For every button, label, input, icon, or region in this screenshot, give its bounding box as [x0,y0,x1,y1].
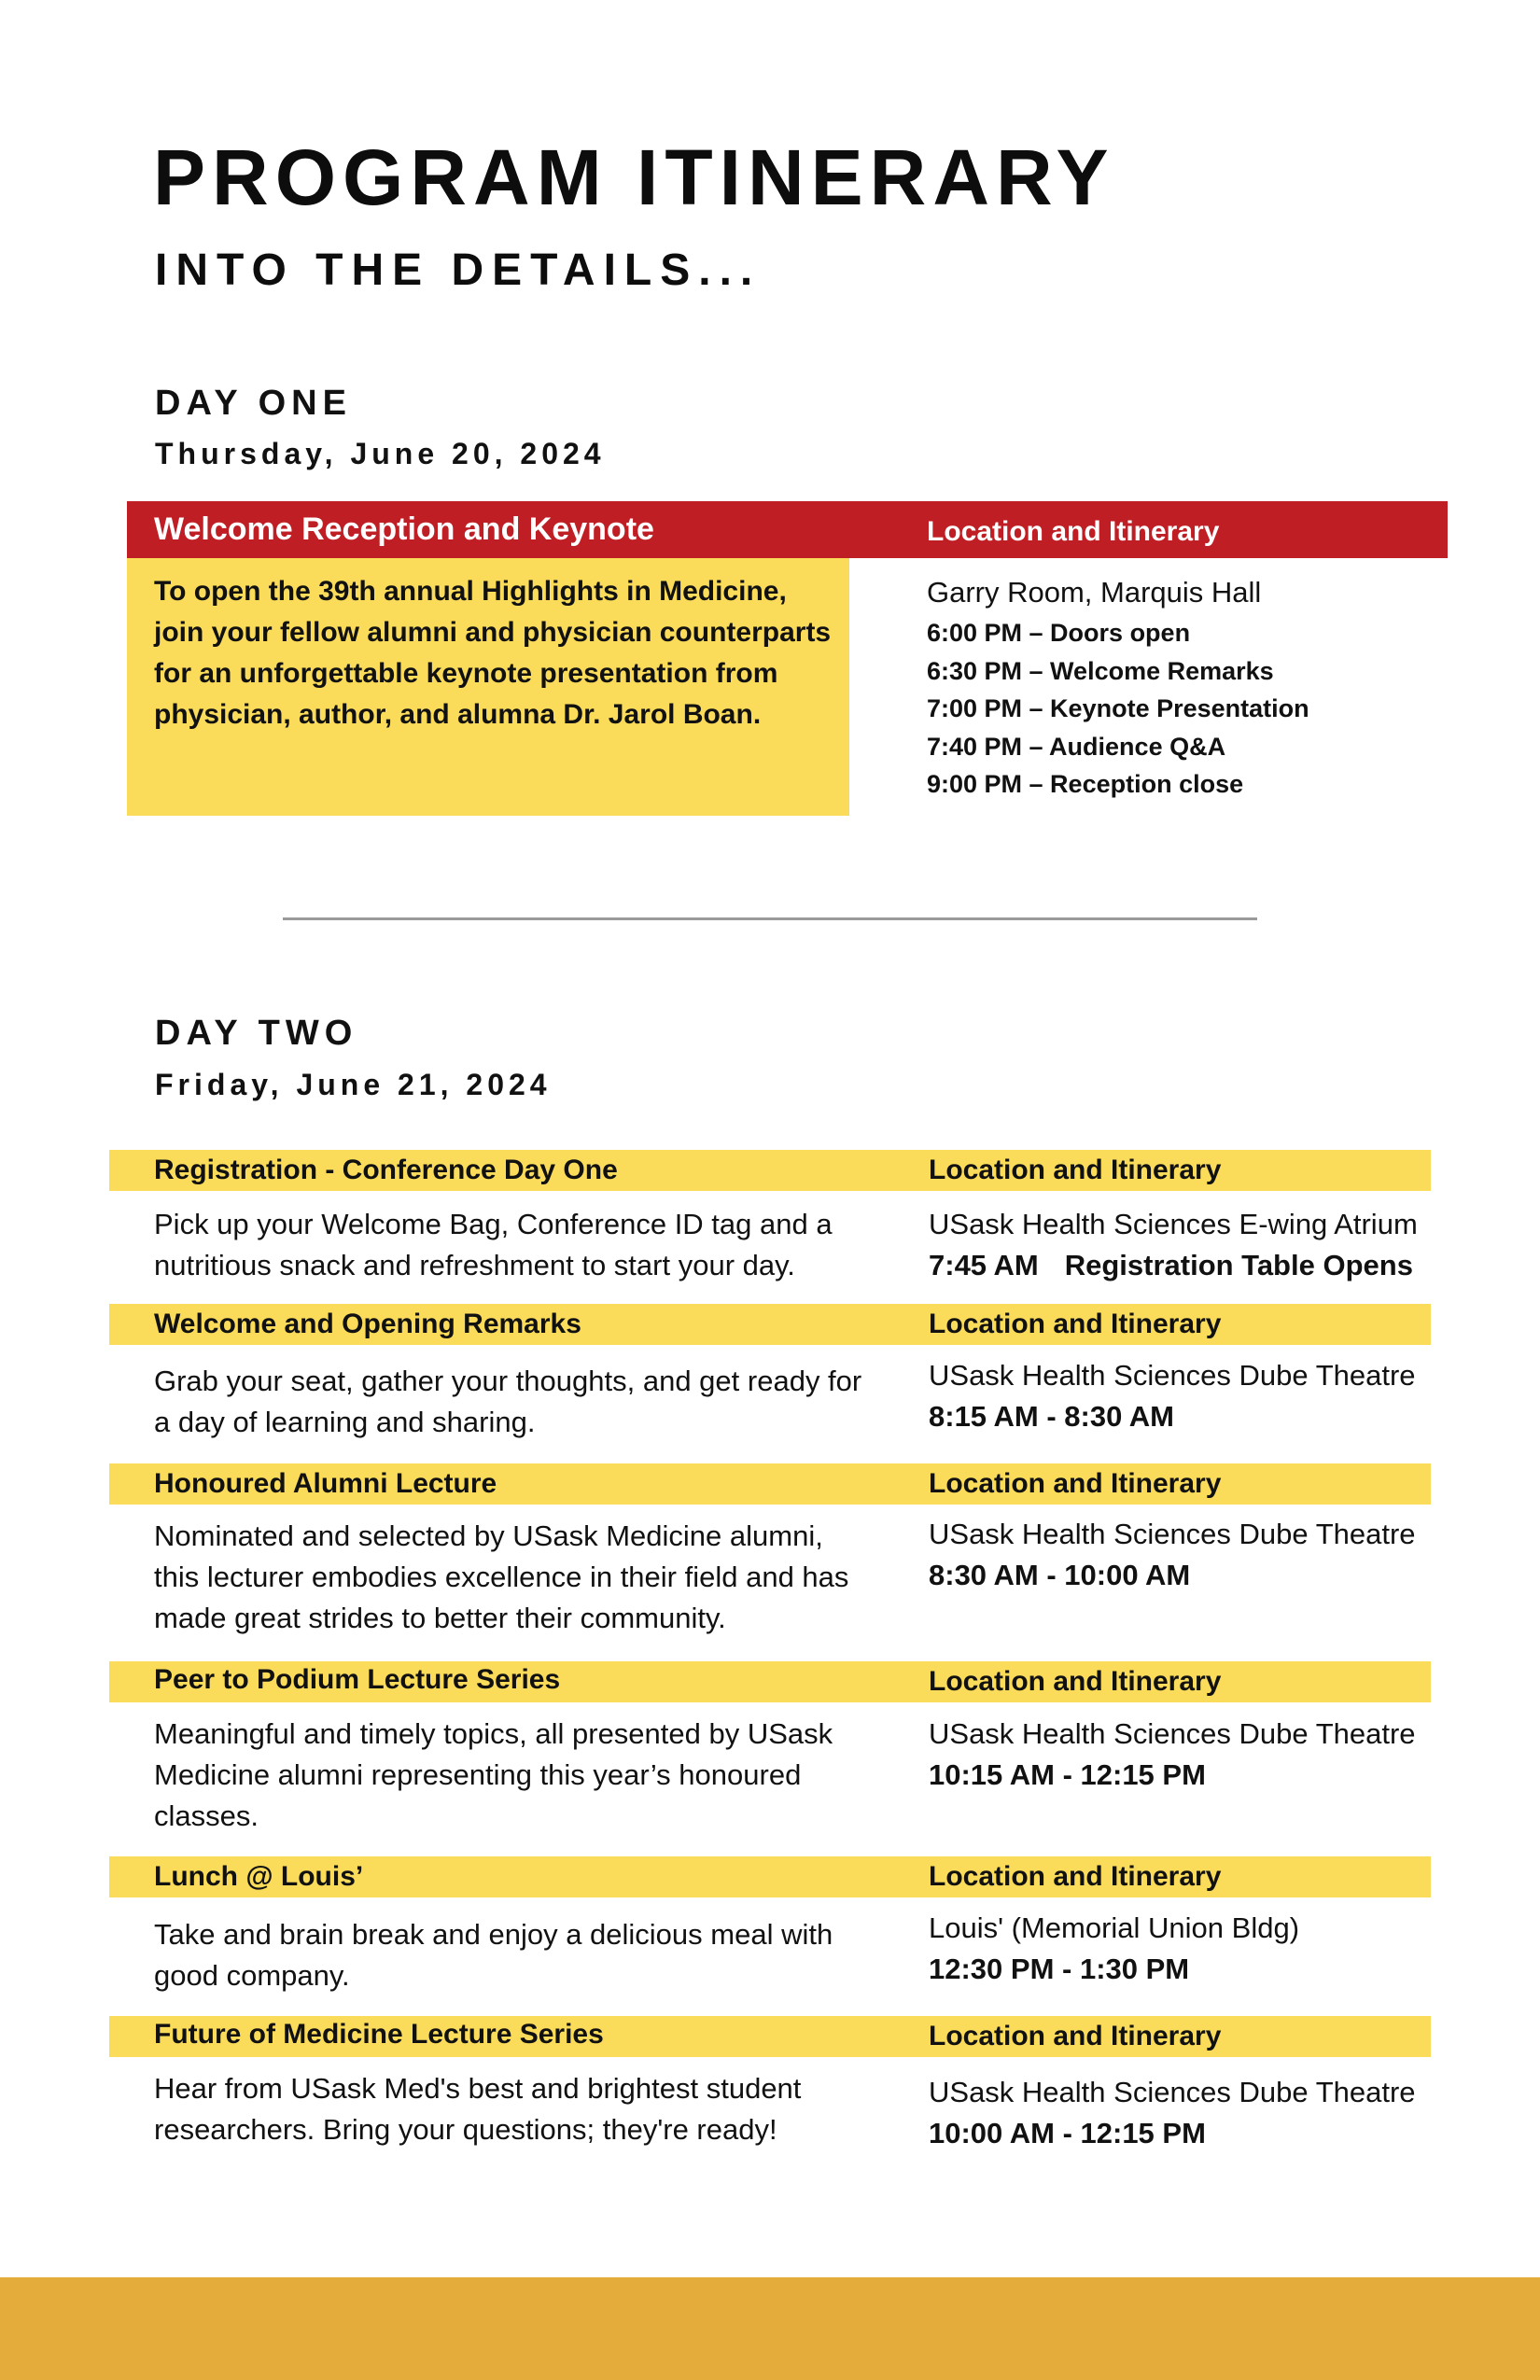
page-subtitle: INTO THE DETAILS... [155,245,762,295]
session-title: Future of Medicine Lecture Series [154,2019,604,2050]
session-description: Take and brain break and enjoy a delicious meal with good company. [154,1918,833,1992]
session-description: Nominated and selected by USask Medicine alumni, this lecturer embodies excellence in their field and has made great strides to better their community. [154,1519,849,1634]
session-title: Welcome and Opening Remarks [154,1309,581,1339]
session-description: Grab your seat, gather your thoughts, and get ready for a day of learning and sharing. [154,1365,862,1438]
session-location-heading: Location and Itinerary [929,2021,1222,2051]
schedule-item: 7:00 PM – Keynote Presentation [927,694,1309,722]
session-description: Pick up your Welcome Bag, Conference ID tag and a nutritious snack and refreshment to start your day. [154,1208,833,1281]
day-two-label: DAY TWO [155,1014,358,1053]
session-time: 8:30 AM - 10:00 AM [929,1559,1191,1591]
session-place: Louis' (Memorial Union Bldg) [929,1911,1300,1944]
footer-band [0,2277,1540,2380]
session-time-value: 7:45 AM [929,1249,1039,1281]
day-one-location: Garry Room, Marquis Hall [927,576,1262,609]
session-place: USask Health Sciences Dube Theatre [929,2076,1416,2108]
session-place: USask Health Sciences E-wing Atrium [929,1208,1418,1240]
session-title: Registration - Conference Day One [154,1155,618,1185]
day-two-date: Friday, June 21, 2024 [155,1068,552,1101]
schedule-item: 9:00 PM – Reception close [927,770,1244,798]
session-time: 10:00 AM - 12:15 PM [929,2117,1206,2149]
session-location-heading: Location and Itinerary [929,1468,1222,1499]
page-title: PROGRAM ITINERARY [153,133,1115,221]
day-one-date: Thursday, June 20, 2024 [155,437,606,470]
day-one-event-title: Welcome Reception and Keynote [154,511,654,547]
session-location-heading: Location and Itinerary [929,1666,1222,1697]
session-location-heading: Location and Itinerary [929,1309,1222,1339]
session-time-note: Registration Table Opens [1064,1249,1413,1281]
day-one-description: To open the 39th annual Highlights in Medicine, join your fellow alumni and physician counterparts for an unforgettable keynote presentation from physician, author, and alumna Dr. Jarol Boan. [154,576,832,730]
session-title: Honoured Alumni Lecture [154,1468,497,1499]
session-title: Peer to Podium Lecture Series [154,1664,561,1695]
schedule-item: 6:30 PM – Welcome Remarks [927,656,1274,685]
day-one-label: DAY ONE [155,384,352,423]
session-place: USask Health Sciences Dube Theatre [929,1717,1416,1750]
session-location-heading: Location and Itinerary [929,1861,1222,1892]
schedule-item: 7:40 PM – Audience Q&A [927,732,1226,761]
section-divider [283,917,1257,920]
session-title: Lunch @ Louis’ [154,1861,364,1892]
session-description: Hear from USask Med's best and brightest student researchers. Bring your questions; they're ready! [154,2072,802,2146]
session-place: USask Health Sciences Dube Theatre [929,1518,1416,1550]
session-time [929,1245,1413,1286]
day-one-location-heading: Location and Itinerary [927,516,1220,547]
session-place: USask Health Sciences Dube Theatre [929,1359,1416,1392]
session-location-heading: Location and Itinerary [929,1155,1222,1185]
session-description: Meaningful and timely topics, all presented by USask Medicine alumni representing this year’s honoured classes. [154,1717,833,1832]
schedule-item: 6:00 PM – Doors open [927,619,1191,647]
session-time: 12:30 PM - 1:30 PM [929,1953,1190,1985]
day-one-schedule [927,614,1309,804]
session-time: 10:15 AM - 12:15 PM [929,1758,1206,1791]
session-time: 8:15 AM - 8:30 AM [929,1400,1174,1433]
